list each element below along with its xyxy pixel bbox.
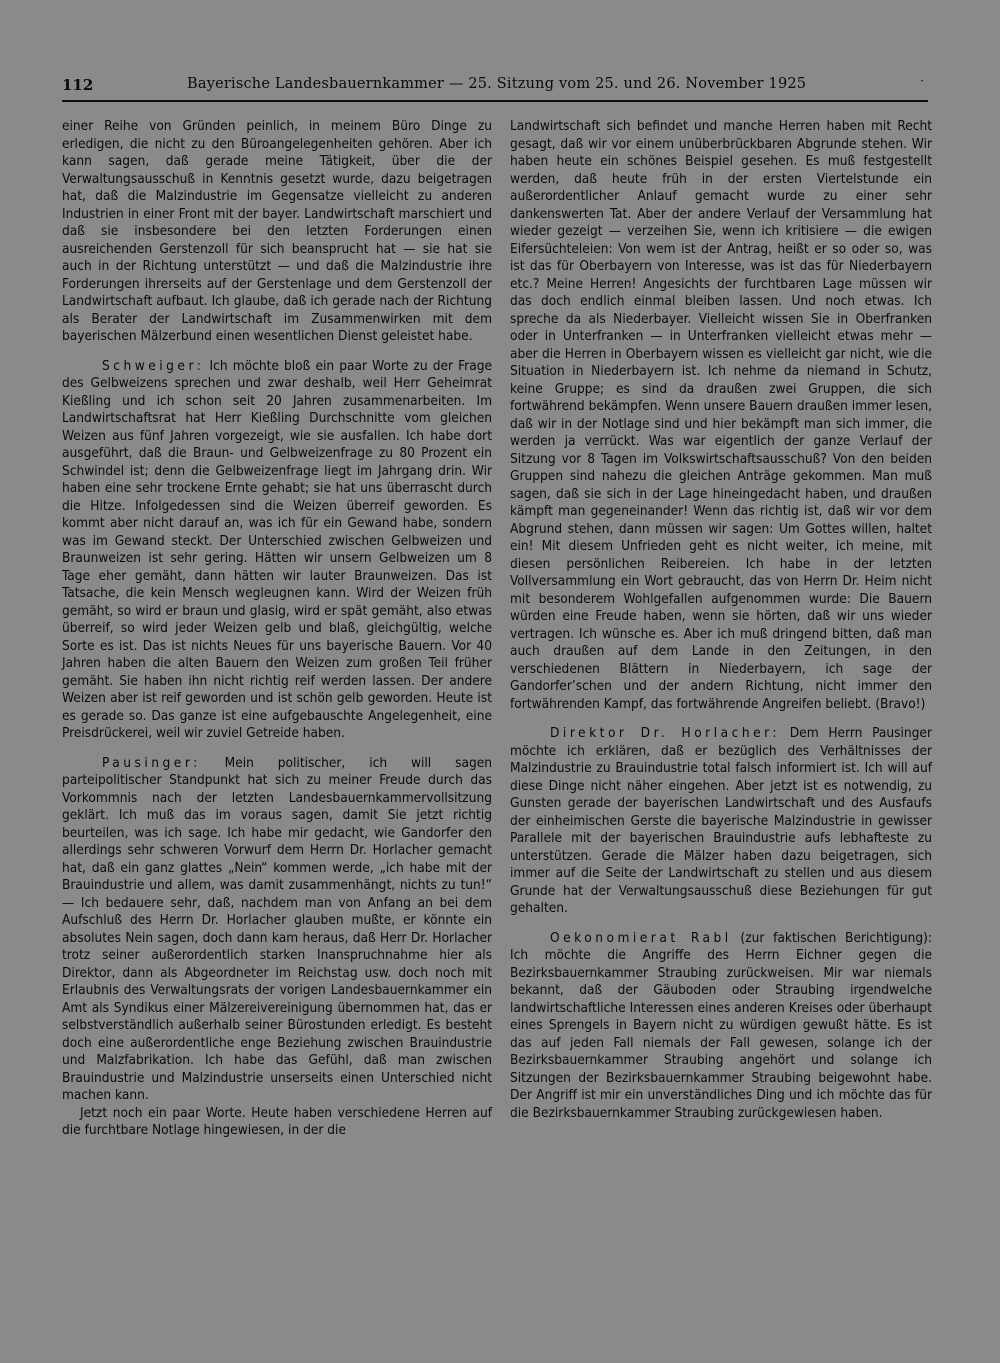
paragraph-text: Jetzt noch ein paar Worte. Heute haben verschiedene Herren auf die furchtbare Notlage hingewiesen, in der die [62, 1104, 492, 1138]
speaker-name: Direktor Dr. Horlacher: [550, 725, 781, 741]
running-head: Bayerische Landesbauernkammer — 25. Sitzung vom 25. und 26. November 1925 [187, 76, 807, 92]
paragraph [510, 930, 932, 1123]
right-column [510, 118, 932, 1122]
paragraph [62, 755, 492, 1105]
page-number: 112 [62, 76, 94, 94]
paragraph-text: Dem Herrn Pausinger möchte ich erklären, daß er bezüglich des Verhältnisses der Malzindustrie zu Brauindustrie total falsch informiert ist. Ich will auf diese Dinge nicht näher eingehen. Aber jetzt ist es notwendig, zu Gunsten gerade der bayerischen Landwirtschaft und des Ausfaufs der einheimischen Gerste die bayerische Malzindustrie in gewisser Parallele mit der bayerischen Brauindustrie aufs lebhafteste zu unterstützen. Gerade die Mälzer haben dazu beigetragen, sich immer auf die Seite der Landwirtschaft zu stellen und aus diesem Grunde hat der Verwaltungsausschuß diese Beziehungen für gut gehalten. [510, 725, 932, 916]
paragraph [62, 1105, 492, 1140]
paragraph-text: einer Reihe von Gründen peinlich, in meinem Büro Dinge zu erledigen, die nicht zu den Büroangelegenheiten gehören. Aber ich kann sagen, daß gerade meine Tätigkeit, über die der Verwaltungsausschuß in Kenntnis gesetzt wurde, dazu beigetragen hat, daß die Malzindustrie im Gegensatze vielleicht zu anderen Industrien in einer Front mit der bayer. Landwirtschaft marschiert und daß sie insbesondere bei den letzten Forderungen einen ausreichenden Gerstenzoll für sich beansprucht hat — sie hat sie auch in der Richtung unterstützt — und daß die Malzindustrie ihre Forderungen ihrerseits auf der Gerstenlage und dem Gerstenzoll der Landwirtschaft aufbaut. Ich glaube, daß ich gerade nach der Richtung als Berater der Landwirtschaft im Zusammenwirken mit dem bayerischen Mälzerbund einen wesentlichen Dienst geleistet habe. [62, 118, 492, 344]
paragraph [62, 358, 492, 743]
left-column [62, 118, 492, 1140]
paragraph [510, 118, 932, 713]
speaker-name: Schweiger: [102, 357, 205, 374]
page-header [62, 74, 928, 102]
paragraph-text: (zur faktischen Berichtigung): Ich möchte die Angriffe des Herrn Eichner gegen die Bezirksbauernkammer Straubing zurückweisen. Mir war niemals bekannt, daß der Gäuboden oder Straubing irgendwelche landwirtschaftliche Interessen eines anderen Kreises oder überhaupt eines Sprengels in Bayern nicht zu würdigen gewußt hätte. Es ist das auf jeden Fall niemals der Fall gewesen, solange ich der Bezirksbauernkammer Straubing angehört und solange ich Sitzungen der Bezirksbauernkammer Straubing beigewohnt habe. Der Angriff ist mir ein unverständliches Ding und ich möchte das für die Bezirksbauernkammer Straubing zurückgewiesen haben. [510, 929, 932, 1121]
speaker-name: Oekonomierat Rabl [550, 929, 732, 946]
header-mark: · [920, 74, 924, 88]
speaker-name: Pausinger: [102, 754, 201, 771]
paragraph-text: Landwirtschaft sich befindet und manche Herren haben mit Recht gesagt, daß wir vor einem unüberbrückbaren Abgrunde stehen. Wir haben heute ein schönes Beispiel gesehen. Es muß festgestellt werden, daß heute früh in der ersten Viertelstunde ein außerordentlicher Anlauf gemacht wurde zu einer sehr dankenswerten Tat. Aber der andere Verlauf der Versammlung hat wieder gezeigt — verzeihen Sie, wenn ich kritisiere — die ewigen Eifersüchteleien: Von wem ist der Antrag, heißt er so oder so, was ist das für Oberbayern von Interesse, was ist das für Niederbayern etc.? Meine Herren! Angesichts der furchtbaren Lage müssen wir das doch endlich einmal bleiben lassen. Und noch etwas. Ich spreche da als Niederbayer. Vielleicht wissen Sie in Oberfranken oder in Unterfranken — in Unterfranken vielleicht etwas mehr — aber die Herren in Oberbayern wissen es vielleicht gar nicht, wie die Situation in Niederbayern ist. Ich nehme da niemand in Schutz, keine Gruppe; es sind da draußen zwei Gruppen, die sich fortwährend bekämpfen. Wenn unsere Bauern draußen immer lesen, daß wir in der Notlage sind und hier bekämpft man sich immer, die werden ja verrückt. Was war eigentlich der ganze Verlauf der Sitzung vor 8 Tagen im Volkswirtschaftsausschuß? Von den beiden Gruppen sind nahezu die gleichen Anträge gekommen. Man muß sagen, daß sie sich in der Lage hineingedacht haben, und draußen kämpft man gegeneinander! Wenn das richtig ist, daß wir vor dem Abgrund stehen, dann müssen wir sagen: Um Gottes willen, haltet ein! Mit diesem Unfrieden geht es nicht weiter, ich meine, mit diesen persönlichen Reibereien. Ich habe in der letzten Vollversammlung ein Wort gebraucht, das von Herrn Dr. Heim nicht mit besonderem Wohlgefallen aufgenommen wurde: Die Bauern würden eine Freude haben, wenn sie hörten, daß wir uns wieder vertragen. Ich wünsche es. Aber ich muß dringend bitten, daß man auch draußen auf dem Lande in den Zeitungen, in den verschiedenen Blättern in Niederbayern, ich sage der Gandorfer’schen und der andern Richtung, nicht immer den fortwährenden Kampf, das fortwährende Angreifen beliebt. (Bravo!) [510, 118, 932, 712]
paragraph-text: Ich möchte bloß ein paar Worte zu der Frage des Gelbweizens sprechen und zwar deshalb, weil Herr Geheimrat Kießling und ich schon seit 20 Jahren zusammenarbeiten. Im Landwirtschaftsrat hat Herr Kießling Durchschnitte vom gleichen Weizen aus fünf Jahren vorgezeigt, wie sie ausfallen. Ich habe dort ausgeführt, daß die Braun- und Gelbweizenfrage zu 80 Prozent ein Schwindel ist; denn die Gelbweizenfrage liegt im Jahrgang drin. Wir haben eine sehr trockene Ernte gehabt; sie hat uns überrascht durch die Hitze. Infolgedessen sind die Weizen überreif geworden. Es kommt aber nicht darauf an, was ich für ein Gewand habe, sondern was im Gewand steckt. Der Unterschied zwischen Gelbweizen und Braunweizen ist sehr gering. Hätten wir unsern Gelbweizen um 8 Tage eher gemäht, dann hätten wir lauter Braunweizen. Das ist Tatsache, die kein Mensch wegleugnen kann. Wird der Weizen früh gemäht, so wird er braun und glasig, wird er spät gemäht, also etwas überreif, so wird jeder Weizen gelb und blaß, gleichgültig, welche Sorte es ist. Das ist nichts Neues für uns bayerische Bauern. Vor 40 Jahren haben die alten Bauern den Weizen zum großen Teil früher gemäht. Sie haben ihn nicht richtig reif werden lassen. Der andere Weizen aber ist reif geworden und ist schön gelb geworden. Heute ist es gerade so. Das ganze ist eine aufgebauschte Angelegenheit, eine Preisdrückerei, weil wir zuviel Getreide haben. [62, 357, 492, 741]
paragraph-text: Mein politischer, ich will sagen parteipolitischer Standpunkt hat sich zu meiner Freude durch das Vorkommnis nach der letzten Landesbauernkammervollsitzung geklärt. Ich muß das im voraus sagen, damit Sie jetzt richtig beurteilen, was ich sage. Ich habe mir gedacht, wie Gandorfer den allerdings sehr schweren Vorwurf dem Herrn Dr. Horlacher gemacht hat, daß ein ganz glattes „Nein“ kommen werde, „ich habe mit der Brauindustrie und allem, was damit zusammenhängt, nichts zu tun!“ — Ich bedauere sehr, daß, nachdem man von Anfang an bei dem Aufschluß des Herrn Dr. Horlacher glauben mußte, er könnte ein absolutes Nein sagen, doch dann kam heraus, daß Herr Dr. Horlacher trotz seiner außerordentlich starken Inanspruchnahme hier als Direktor, dann als Abgeordneter im Reichstag usw. doch noch mit Erlaubnis des Verwaltungsrats der vorigen Landesbauernkammer ein Amt als Syndikus einer Mälzereivereinigung übernommen hat, das er selbstverständlich außerhalb seiner Bürostunden erledigt. Es besteht doch eine außerordentliche enge Beziehung zwischen Brauindustrie und Malzfabrikation. Ich habe das Gefühl, daß man zwischen Brauindustrie und Malzindustrie unserseits einen Unterschied nicht machen kann. [62, 754, 492, 1103]
paragraph [510, 725, 932, 918]
paragraph [62, 118, 492, 346]
